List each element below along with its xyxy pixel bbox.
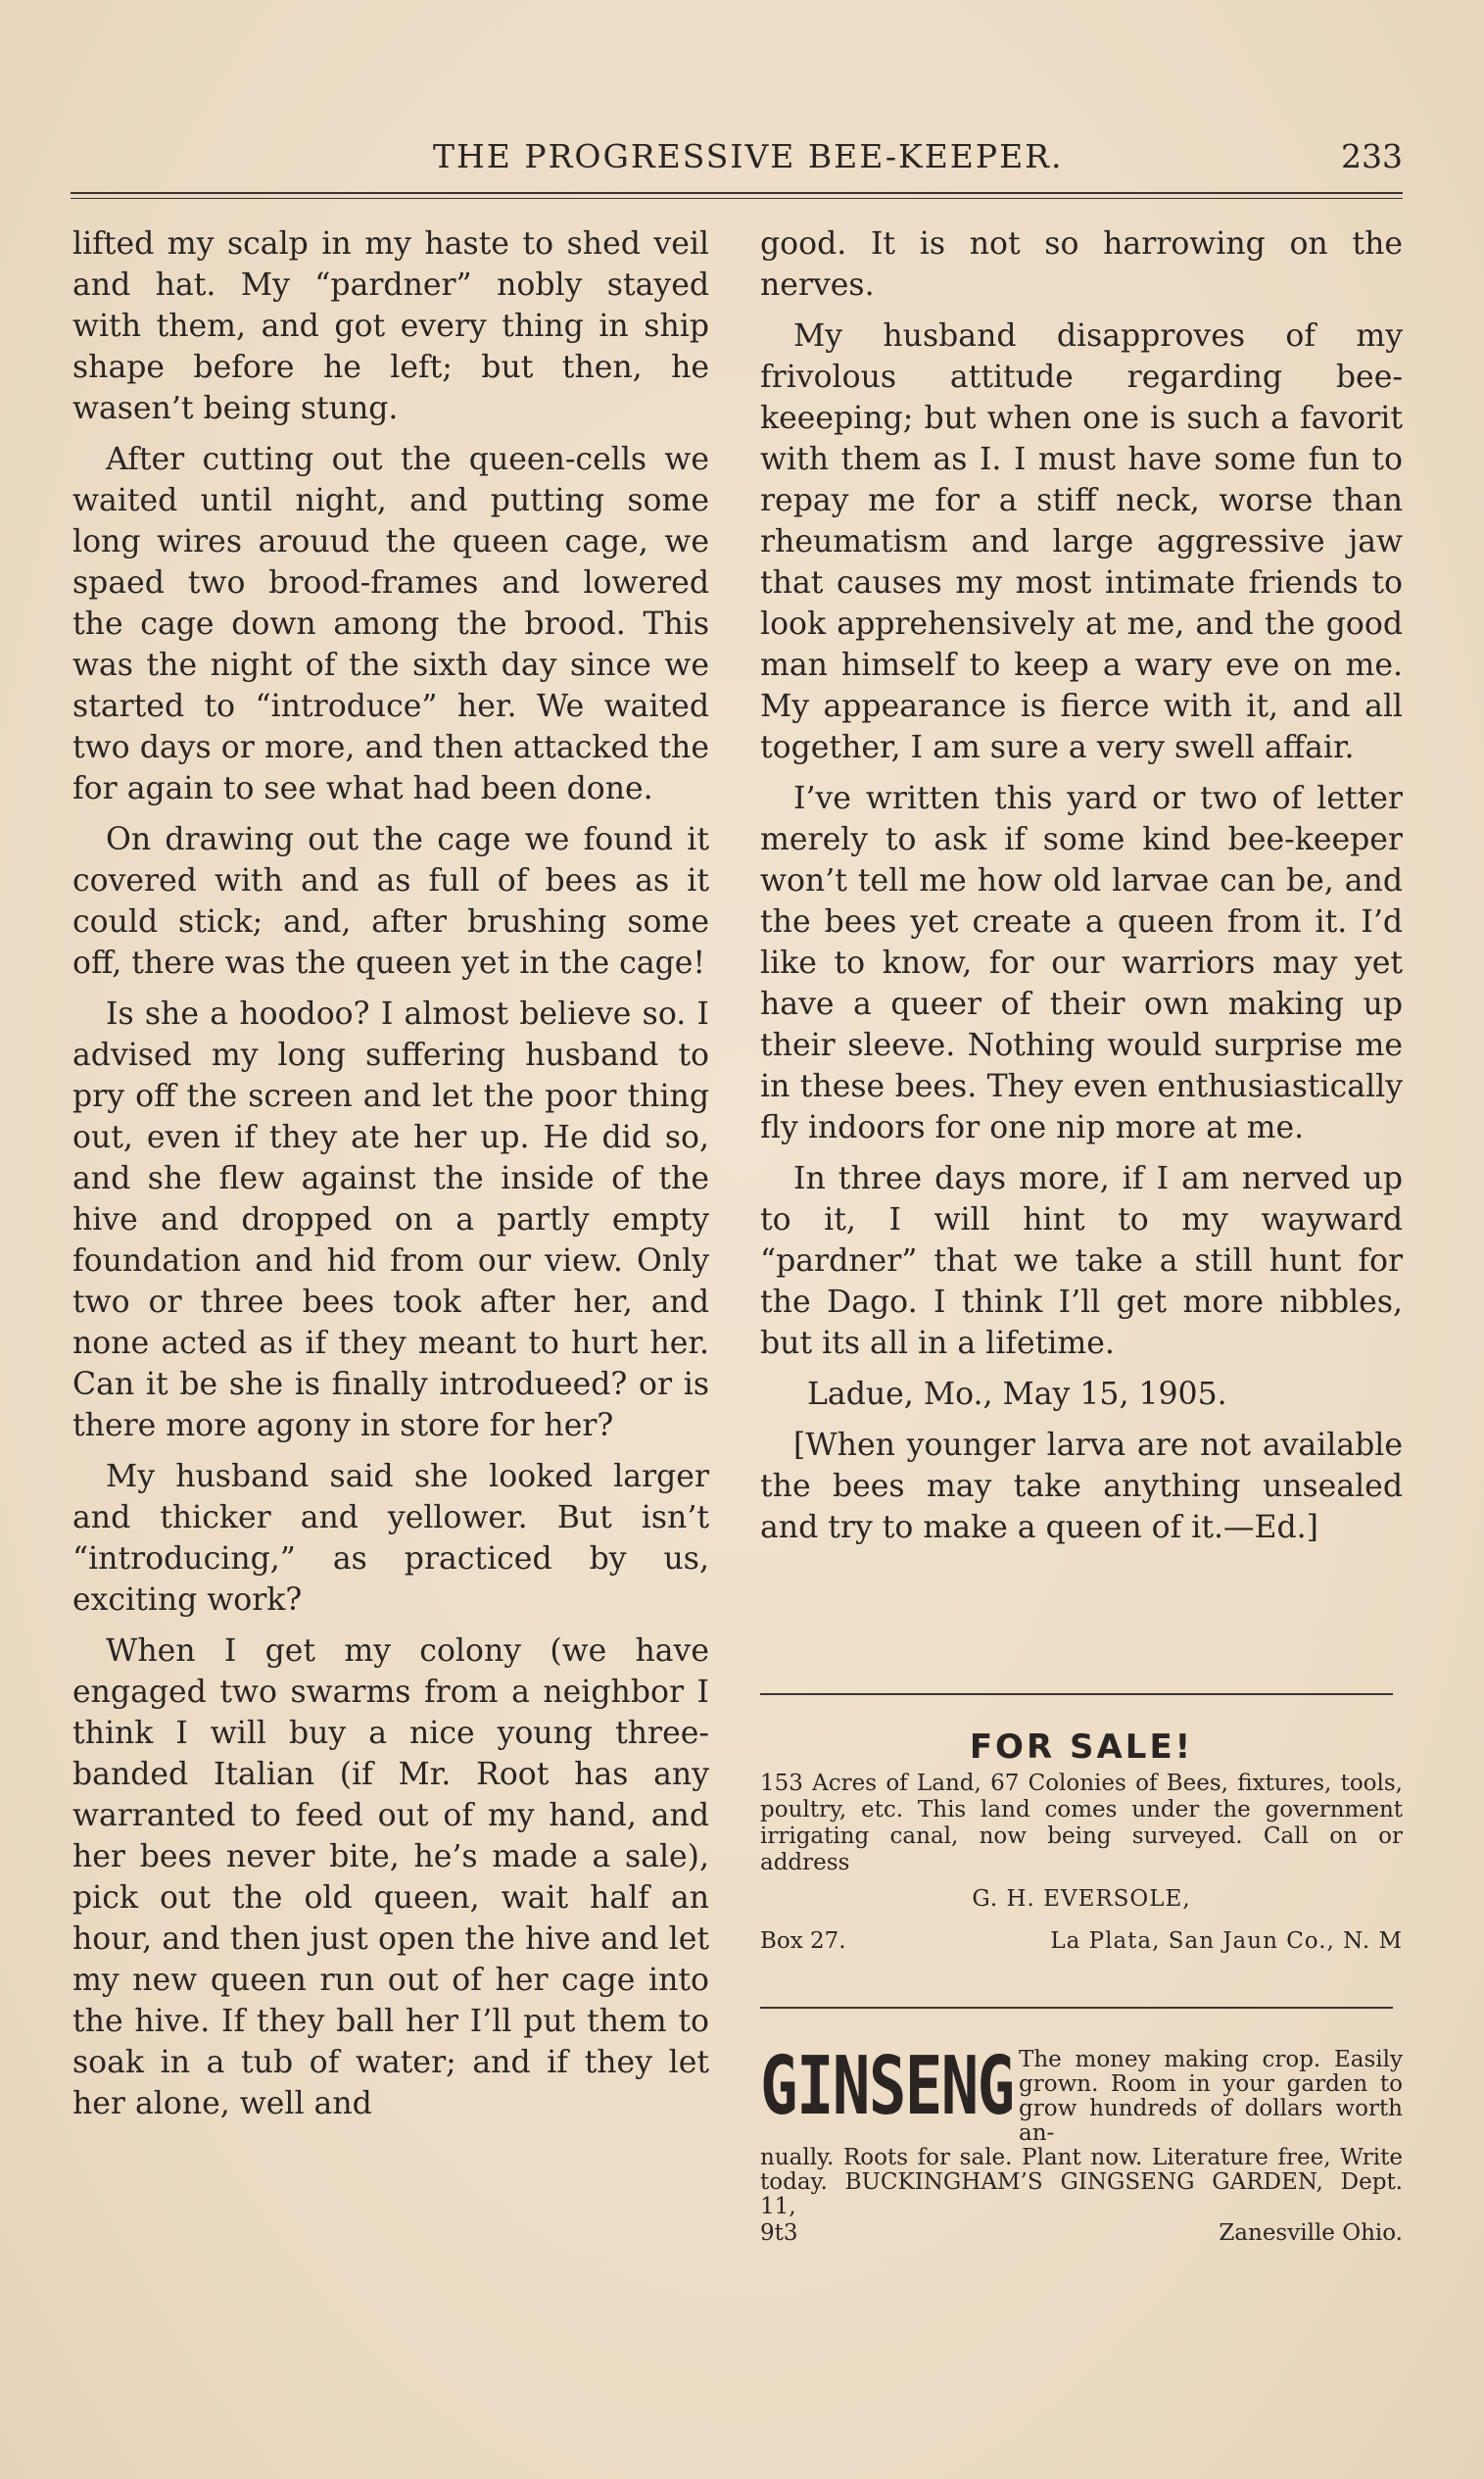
- left-column: [72, 223, 709, 2134]
- ginseng-ad: [760, 2040, 1403, 2246]
- journal-title: THE PROGRESSIVE BEE-KEEPER.: [433, 137, 1064, 175]
- page-number: 233: [1341, 137, 1403, 175]
- location: La Plata, San Jaun Co., N. M: [1050, 1928, 1403, 1954]
- paragraph: My husband said she looked larger and thicker and yellower. But isn’t “introducing,” as practiced by us, exciting work?: [72, 1459, 709, 1618]
- box-number: Box 27.: [760, 1928, 846, 1954]
- ad-code: 9t3: [760, 2220, 798, 2246]
- paragraph: lifted my scalp in my haste to shed veil and hat. My “pardner” nobly stayed with them, and got every thing in ship shape before he left; but then, he wasen’t being stung.: [72, 226, 709, 426]
- header-rule: [71, 192, 1403, 199]
- advertiser-address: [760, 1928, 1403, 1955]
- ad-title: FOR SALE!: [969, 1727, 1194, 1767]
- paragraph: In three days more, if I am nerved up to it, I will hint to my wayward “pardner” that we take a still hunt for the Dago. I think I’ll get more nibbles, but its all in a lifetime.: [760, 1161, 1403, 1361]
- right-column: [760, 223, 1403, 1558]
- paragraph: On drawing out the cage we found it covered with and as full of bees as it could stick; and, after brushing some off, there was the queen yet in the cage!: [72, 822, 709, 981]
- paragraph: good. It is not so harrowing on the nerves.: [760, 226, 1403, 303]
- editor-note: [When younger larva are not available the bees may take anything unsealed and try to make a queen of it.—Ed.]: [760, 1428, 1403, 1545]
- paragraph: When I get my colony (we have engaged two swarms from a neighbor I think I will buy a nice young three-banded Italian (if Mr. Root has any warranted to feed out of my hand, and her bees never bite, he’s made a sale), pick out the old queen, wait half an hour, and then just open the hive and let my new queen run out of her cage into the hive. If they ball her I’ll put them to soak in a tub of water; and if they let her alone, well and: [72, 1633, 709, 2121]
- ginseng-body-top: The money making crop. Easily grown. Room in your garden to grow hundreds of dollars worth an-: [1019, 2047, 1403, 2146]
- dateline: Ladue, Mo., May 15, 1905.: [807, 1377, 1227, 1412]
- paragraph: I’ve written this yard or two of letter merely to ask if some kind bee-keeper won’t tell me how old larvae can be, and the bees yet create a queen from it. I’d like to know, for our warriors may yet have a queer of their own making up their sleeve. Nothing would surprise me in these bees. They even enthusiastically fly indoors for one nip more at me.: [760, 781, 1403, 1145]
- ginseng-footer: [760, 2221, 1403, 2246]
- advertiser-name: G. H. EVERSOLE,: [972, 1886, 1191, 1912]
- ginseng-title: GINSENG: [760, 2040, 1014, 2133]
- ad-city: Zanesville Ohio.: [1219, 2220, 1403, 2246]
- for-sale-ad: [760, 1727, 1403, 1955]
- ad-body: 153 Acres of Land, 67 Colonies of Bees, fixtures, tools, poultry, etc. This land comes under the government irrigating canal, now being surveyed. Call on or address: [760, 1771, 1403, 1875]
- ginseng-body: nually. Roots for sale. Plant now. Literature free, Write today. BUCKINGHAM’S GINGSENG GARDEN, Dept. 11,: [760, 2145, 1403, 2219]
- ginseng-header: [760, 2040, 1403, 2146]
- ad-divider: [760, 1693, 1393, 1695]
- paragraph: My husband disapproves of my frivolous attitude regarding bee-keeeping; but when one is such a favorit with them as I. I must have some fun to repay me for a stiff neck, worse than rheumatism and large aggressive jaw that causes my most intimate friends to look apprehensively at me, and the good man himself to keep a wary eve on me. My appearance is fierce with it, and all together, I am sure a very swell affair.: [760, 318, 1403, 765]
- running-header: [71, 137, 1403, 186]
- paragraph: After cutting out the queen-cells we waited until night, and putting some long wires arouud the queen cage, we spaed two brood-frames and lowered the cage down among the brood. This was the night of the sixth day since we started to “introduce” her. We waited two days or more, and then attacked the for again to see what had been done.: [72, 442, 709, 806]
- ad-divider: [760, 2007, 1393, 2009]
- paragraph: Is she a hoodoo? I almost believe so. I advised my long suffering husband to pry off the screen and let the poor thing out, even if they ate her up. He did so, and she flew against the inside of the hive and dropped on a partly empty foundation and hid from our view. Only two or three bees took after her, and none acted as if they meant to hurt her. Can it be she is finally introdueed? or is there more agony in store for her?: [72, 996, 709, 1443]
